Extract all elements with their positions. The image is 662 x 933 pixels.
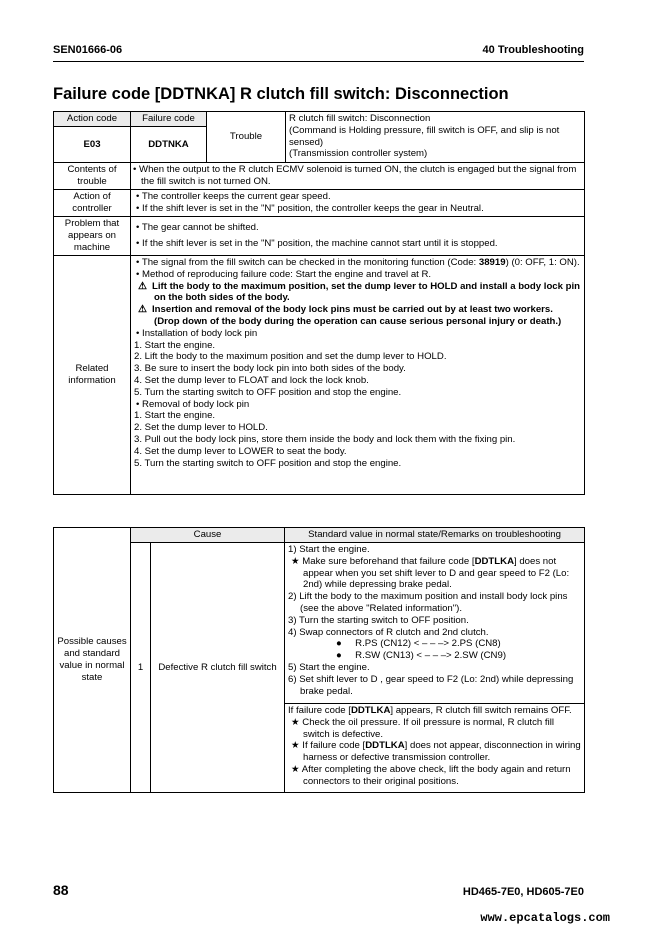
procedure-step: 6) Set shift lever to D , gear speed to F2 (Lo: 2nd) while depressing brake pedal. (288, 673, 574, 697)
remarks-note: ★ Check the oil pressure. If oil pressure is normal, R clutch fill switch is defective. (291, 716, 554, 740)
trouble-line: R clutch fill switch: Disconnection (289, 113, 431, 124)
cause-header: Cause (131, 528, 285, 543)
connector-swap: ● R.SW (CN13) < – – –> 2.SW (CN9) (336, 650, 507, 662)
check-remarks (285, 704, 585, 793)
procedure-step: 3) Turn the starting switch to OFF position. (288, 614, 469, 626)
trouble-line: (Command is Holding pressure, fill switch is OFF, and slip is not sensed) (289, 124, 560, 148)
warning-item: ⚠ Lift the body to the maximum position, set the dump lever to HOLD and install a body lock pin on the both sides of the body. (138, 280, 581, 304)
document-code: SEN01666-06 (53, 44, 123, 56)
removal-step: 3. Pull out the body lock pins, store them inside the body and lock them with the fixing pin. (134, 433, 516, 445)
problem-label: Problem that appears on machine (54, 217, 131, 256)
related-item: • The signal from the fill switch can be checked in the monitoring function (Code: 38919) (0: OFF, 1: ON). (136, 257, 580, 268)
remarks-note: ★ After completing the above check, lift the body again and return connectors to their original positions. (291, 763, 571, 787)
model-name: HD465-7E0, HD605-7E0 (462, 886, 584, 898)
procedure-step: 4) Swap connectors of R clutch and 2nd clutch. (288, 626, 489, 638)
possible-causes-table (53, 527, 585, 793)
action-item: • The controller keeps the current gear speed. (136, 191, 331, 202)
failure-info-table (53, 111, 585, 495)
procedure-step: 2) Lift the body to the maximum position and install body lock pins (see the above "Related information"). (288, 591, 568, 614)
related-label: Related information (54, 256, 131, 495)
remarks-heading: If failure code [DDTLKA] appears, R clutch fill switch remains OFF. (288, 705, 572, 716)
removal-step: 2. Set the dump lever to HOLD. (134, 422, 268, 434)
problem-text (131, 217, 585, 256)
action-item: • If the shift lever is set in the "N" position, the controller keeps the gear in Neutral. (136, 202, 484, 214)
action-label: Action of controller (54, 190, 131, 217)
cause-number: 1 (131, 543, 151, 793)
cause-text: Defective R clutch fill switch (151, 543, 285, 793)
warning-icon: ⚠ (138, 304, 147, 316)
connector-swap: ● R.PS (CN12) < – – –> 2.PS (CN8) (336, 638, 501, 650)
action-code-header: Action code (54, 112, 131, 127)
removal-heading: • Removal of body lock pin (136, 398, 250, 410)
removal-step: 5. Turn the starting switch to OFF position and stop the engine. (134, 457, 402, 469)
failure-code-value: DDTNKA (131, 127, 207, 163)
possible-causes-label: Possible causes and standard value in normal state (54, 528, 131, 793)
install-step: 5. Turn the starting switch to OFF position and stop the engine. (134, 386, 402, 398)
removal-step: 4. Set the dump lever to LOWER to seat the body. (134, 445, 347, 457)
install-step: 1. Start the engine. (134, 339, 216, 351)
standard-value-header: Standard value in normal state/Remarks on troubleshooting (285, 528, 585, 543)
install-step: 2. Lift the body to the maximum position and set the dump lever to HOLD. (134, 351, 447, 363)
contents-text: • When the output to the R clutch ECMV solenoid is turned ON, the clutch is engaged but the signal from the fill switch is not turned ON. (131, 163, 585, 190)
watermark: www.epcatalogs.com (480, 911, 610, 925)
trouble-label: Trouble (207, 112, 286, 163)
failure-code-header: Failure code (131, 112, 207, 127)
header-rule (53, 61, 584, 62)
install-step: 4. Set the dump lever to FLOAT and lock the lock knob. (134, 374, 369, 386)
warning-item: ⚠ Insertion and removal of the body lock pins must be carried out by at least two workers. (Drop down of the body during the operation can cause serious personal injury or death.) (138, 304, 562, 327)
action-text (131, 190, 585, 217)
page-number: 88 (53, 882, 69, 898)
check-procedure (285, 543, 585, 704)
procedure-note: ★ Make sure beforehand that failure code [DDTLKA] does not appear when you set shift lever to D and gear speed to F2 (Lo: 2nd) while depressing brake pedal. (291, 555, 570, 591)
problem-item: • If the shift lever is set in the "N" position, the machine cannot start until it is stopped. (136, 238, 498, 249)
procedure-step: 5) Start the engine. (288, 661, 370, 673)
related-item: • Method of reproducing failure code: Start the engine and travel at R. (136, 268, 432, 280)
warning-icon: ⚠ (138, 280, 147, 292)
install-step: 3. Be sure to insert the body lock pin into both sides of the body. (134, 363, 406, 375)
removal-step: 1. Start the engine. (134, 410, 216, 422)
trouble-description (286, 112, 585, 163)
procedure-step: 1) Start the engine. (288, 544, 370, 555)
related-info (131, 256, 585, 495)
page-title: Failure code [DDTNKA] R clutch fill switch: Disconnection (53, 85, 509, 103)
trouble-line: (Transmission controller system) (289, 148, 428, 160)
remarks-note: ★ If failure code [DDTLKA] does not appear, disconnection in wiring harness or defective transmission controller. (291, 740, 581, 764)
action-code-value: E03 (54, 127, 131, 163)
section-title: 40 Troubleshooting (482, 44, 584, 56)
contents-label: Contents of trouble (54, 163, 131, 190)
install-heading: • Installation of body lock pin (136, 327, 258, 339)
problem-item: • The gear cannot be shifted. (136, 222, 259, 234)
